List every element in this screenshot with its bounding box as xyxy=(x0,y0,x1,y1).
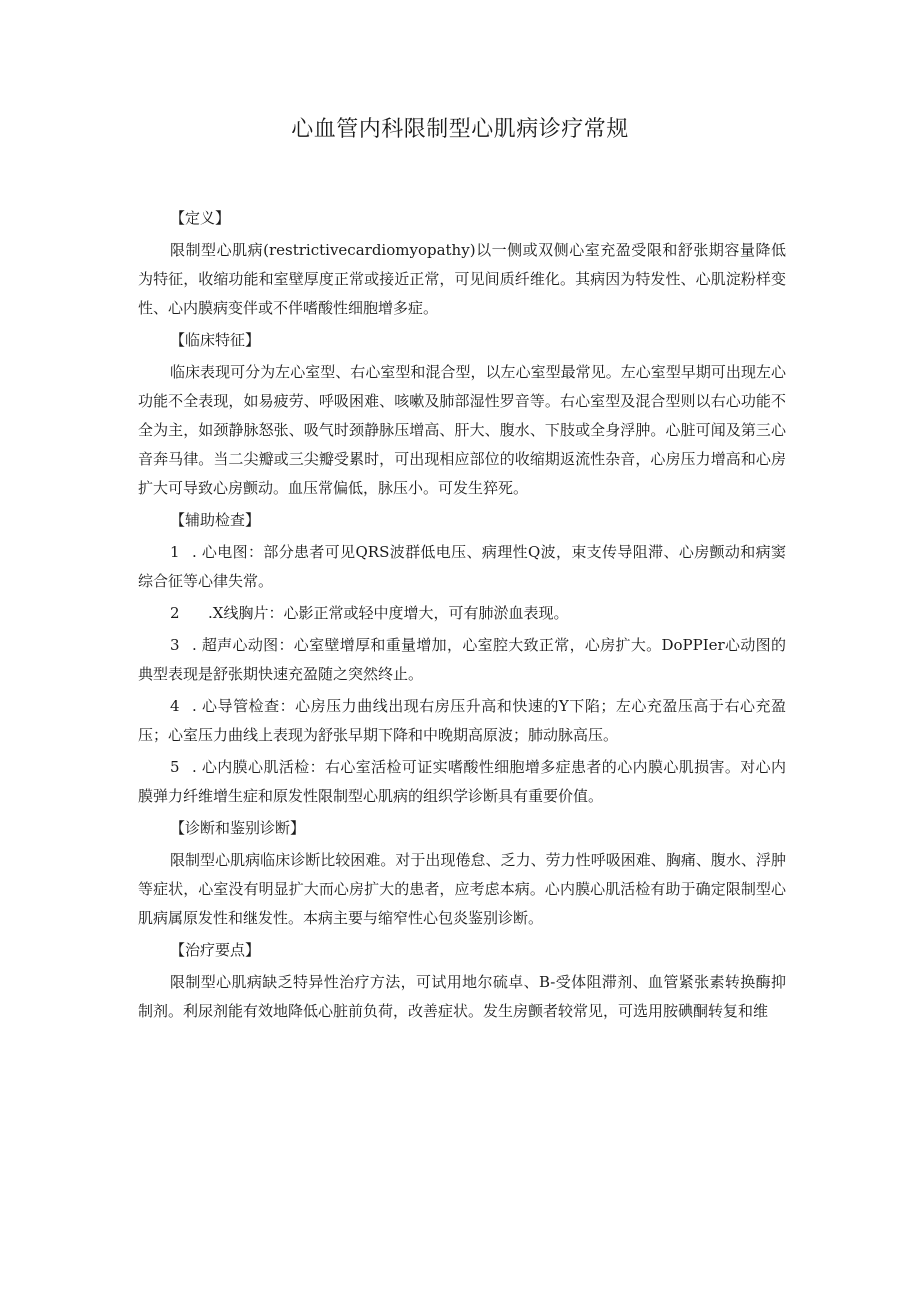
item-number: 3 xyxy=(170,636,180,654)
clinical-heading: 【临床特征】 xyxy=(170,331,261,349)
auxiliary-item xyxy=(138,538,786,596)
treatment-heading: 【治疗要点】 xyxy=(170,941,261,959)
auxiliary-item xyxy=(138,599,786,628)
definition-text: 限制型心肌病(restrictivecardiomyopathy)以一侧或双侧心室充盈受限和舒张期容量降低为特征，收缩功能和室壁厚度正常或接近正常，可见间质纤维化。其病因为特发性、心肌淀粉样变性、心内膜病变伴或不伴嗜酸性细胞增多症。 xyxy=(138,241,786,317)
auxiliary-item xyxy=(138,753,786,811)
item-number: 2 xyxy=(170,604,180,622)
clinical-text: 临床表现可分为左心室型、右心室型和混合型，以左心室型最常见。左心室型早期可出现左心功能不全表现，如易疲劳、呼吸困难、咳嗽及肺部湿性罗音等。右心室型及混合型则以右心功能不全为主，如颈静脉怒张、吸气时颈静脉压增高、肝大、腹水、下肢或全身浮肿。心脏可闻及第三心音奔马律。当二尖瓣或三尖瓣受累时，可出现相应部位的收缩期返流性杂音，心房压力增高和心房扩大可导致心房颤动。血压常偏低，脉压小。可发生猝死。 xyxy=(138,363,786,497)
item-text: . 超声心动图：心室壁增厚和重量增加，心室腔大致正常，心房扩大。DoPPIer心动图的典型表现是舒张期快速充盈随之突然终止。 xyxy=(138,636,786,683)
auxiliary-heading: 【辅助检查】 xyxy=(170,511,261,529)
treatment-text: 限制型心肌病缺乏特异性治疗方法，可试用地尔硫卓、B-受体阻滞剂、血管紧张素转换酶抑制剂。利尿剂能有效地降低心脏前负荷，改善症状。发生房颤者较常见，可选用胺碘酮转复和维 xyxy=(138,973,786,1020)
diagnosis-text: 限制型心肌病临床诊断比较困难。对于出现倦怠、乏力、劳力性呼吸困难、胸痛、腹水、浮肿等症状，心室没有明显扩大而心房扩大的患者，应考虑本病。心内膜心肌活检有助于确定限制型心肌病属原发性和继发性。本病主要与缩窄性心包炎鉴别诊断。 xyxy=(138,851,786,927)
auxiliary-item xyxy=(138,692,786,750)
item-number: 5 xyxy=(170,758,180,776)
item-text: . 心电图：部分患者可见QRS波群低电压、病理性Q波，束支传导阻滞、心房颤动和病窦综合征等心律失常。 xyxy=(138,543,786,590)
item-text: . 心内膜心肌活检：右心室活检可证实嗜酸性细胞增多症患者的心内膜心肌损害。对心内膜弹力纤维增生症和原发性限制型心肌病的组织学诊断具有重要价值。 xyxy=(138,758,786,805)
item-number: 1 xyxy=(170,543,180,561)
diagnosis-heading: 【诊断和鉴别诊断】 xyxy=(170,819,306,837)
document-title: 心血管内科限制型心肌病诊疗常规 xyxy=(291,117,629,142)
definition-heading: 【定义】 xyxy=(170,209,231,227)
item-text: . 心导管检查：心房压力曲线出现右房压升高和快速的Y下陷；左心充盈压高于右心充盈压；心室压力曲线上表现为舒张早期下降和中晚期高原波；肺动脉高压。 xyxy=(138,697,786,744)
item-text: .X线胸片：心影正常或轻中度增大，可有肺淤血表现。 xyxy=(208,604,569,622)
item-number: 4 xyxy=(170,697,180,715)
auxiliary-item xyxy=(138,631,786,689)
document-body xyxy=(138,204,786,1029)
